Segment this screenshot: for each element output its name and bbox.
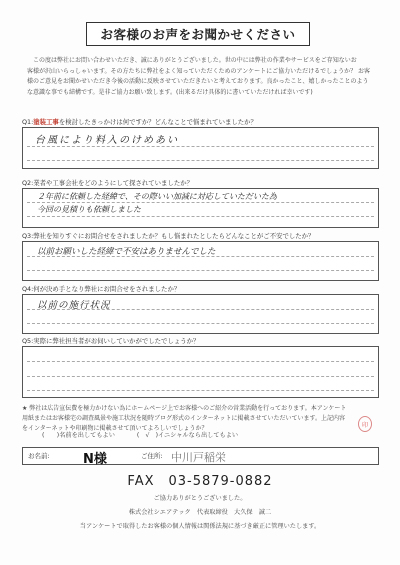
answer-line — [27, 216, 374, 217]
answer-line — [27, 160, 374, 161]
question-3-label — [22, 231, 314, 240]
question-4-label — [22, 284, 180, 293]
answer-line — [27, 361, 374, 362]
answer-box-5[interactable] — [22, 346, 379, 398]
customer-address: 中川戸稲栄 — [171, 451, 226, 464]
fax-number: FAX 03-5879-0882 — [127, 474, 273, 489]
privacy-line: 当アンケートで取得したお客様の個人情報は関係法規に基づき厳正に管理いたします。 — [79, 523, 321, 530]
question-number: Q1: — [22, 118, 34, 126]
answer-box-3[interactable] — [22, 241, 379, 281]
handwritten-answer: 以前お願いした経緯で不安はありませんでした — [37, 247, 216, 257]
question-text: 業者や工事会社をどのようにして探されていましたか？ — [33, 179, 194, 187]
answer-line — [27, 390, 374, 391]
question-text: 実際に弊社担当者がお伺いしていかがでしたでしょうか？ — [33, 337, 200, 345]
seal-stamp: 印 — [358, 416, 372, 432]
intro-line: この度は弊社にお問い合わせいただき、誠にありがとうございました。世の中には弊社の作業やサービスをご存知ないお — [33, 57, 357, 64]
question-5-label — [22, 336, 199, 345]
question-number: Q5: — [22, 337, 34, 345]
intro-line: 様のご意見をお聞かせいただき今後の活動に反映させていただきたいと考えております。良かったこと、嬉しかったことのよう — [27, 78, 369, 85]
question-number: Q3: — [22, 232, 34, 240]
answer-box-1[interactable] — [22, 127, 379, 169]
answer-line — [27, 323, 374, 324]
question-text: 弊社を知りすぐにお問合せをされましたか？もし悩まれたとしたらどんなことがご不安でしたか？ — [33, 232, 315, 240]
question-text: 何が決め手となり弊社にお問合せをされましたか？ — [33, 285, 181, 293]
question-text: を検討したきっかけは何ですか？どんなことで悩まれていましたか？ — [58, 118, 257, 126]
question-2-label — [22, 178, 193, 187]
address-label: ご住所: — [141, 452, 163, 460]
consent-name-option[interactable]: ( )名前を出してもよい — [42, 432, 115, 439]
intro-text — [27, 56, 377, 98]
consent-initial-option[interactable]: ( √ )イニシャルなら出してもよい — [136, 432, 239, 439]
answer-line — [27, 376, 374, 377]
handwritten-answer: ２年前に依頼した経緯で、その際いい加減に対応していただいた為 — [37, 192, 277, 201]
consent-options — [42, 430, 258, 439]
answer-box-4[interactable] — [22, 294, 379, 334]
notice-line: 用紙またはお客様宅の調査風景や施工状況を随時ブログ形式のインターネットに掲載させていただいています。上記内容 — [22, 415, 345, 422]
name-row — [22, 447, 379, 465]
answer-box-2[interactable] — [22, 188, 379, 228]
company-line: 株式会社シエアテック 代表取締役 大久保 誠二 — [128, 509, 272, 516]
thanks-text: ご協力ありがとうございました。 — [153, 495, 247, 502]
answer-line — [27, 202, 374, 203]
answer-line — [27, 146, 374, 147]
question-number: Q4: — [22, 285, 34, 293]
notice-line: ★ 弊社は広告宣伝費を極力かけない為にホームページ上でお客様へのご紹介の営業活動を行っております。本アンケート — [22, 405, 347, 412]
handwritten-answer: 今回の見積りも依頼しました — [37, 205, 141, 214]
answer-line — [27, 270, 374, 271]
handwritten-answer: 以前の施行状況 — [37, 300, 111, 311]
handwritten-answer: 台風により料入のけめあい — [35, 135, 179, 146]
question-1-label — [22, 117, 257, 126]
intro-line: 客様が沢山いらっしゃいます。その方たちに弊社をよく知っていただくためのアンケートにご協力いただけるでしょうか？ お客 — [27, 67, 371, 75]
page-title: お客様のお声をお聞かせください — [86, 22, 310, 46]
question-highlight: 塗装工事 — [33, 118, 59, 126]
name-label: お名前: — [28, 452, 50, 460]
customer-name: N様 — [83, 452, 107, 467]
notice-line: をインターネットや印刷物に掲載させて頂いてよろしいでしょうか？ — [22, 425, 208, 432]
question-number: Q2: — [22, 179, 34, 187]
intro-line: な意識な事でも結構です。是非ご協力お願い致します。(出来るだけ具体的に書いていただければ幸いです) — [27, 88, 313, 96]
